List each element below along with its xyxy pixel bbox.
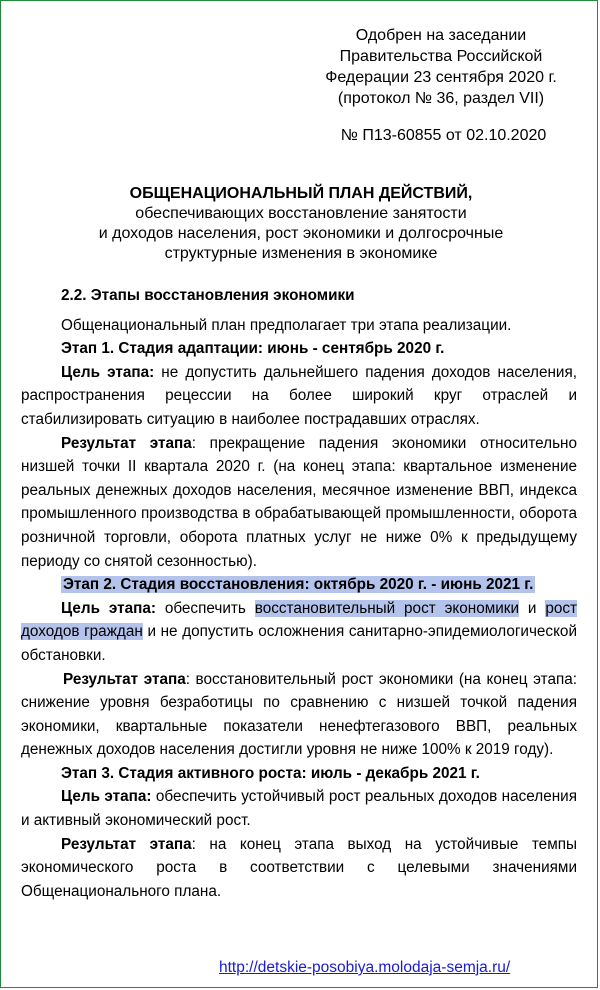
goal-text: и не допустить осложнения санитарно-эпидемиологической обстановки.: [21, 623, 577, 664]
stage-heading: [21, 762, 577, 786]
stage-goal: [21, 597, 577, 668]
result-text: : восстановительный рост экономики (на конец этапа: снижение уровня безработицы по сравнению с низшей точкой падения экономики, квартальные показатели ненефтегазового ВВП, реальных денежных доходов населения достигли уровня не ниже 100% к 2019 году).: [21, 670, 577, 759]
goal-label: Цель этапа:: [61, 788, 152, 806]
result-text: : прекращение падения экономики относительно низшей точки II квартала 2020 г. (на конец этапа: квартальное изменение реальных денежных доходов населения, месячное изменение ВВП, индекса промышленного производства в обрабатывающей промышленности, оборота розничной торговли, оборота платных услуг не ниже 0% к предыдущему периоду со снятой сезонностью).: [21, 434, 577, 570]
document-body: [21, 284, 577, 903]
goal-text: не допустить дальнейшего падения доходов населения, распространения рецессии на более широкий круг отраслей и стабилизировать ситуацию в наиболее пострадавших отраслях.: [21, 363, 578, 428]
goal-text: обеспечить: [155, 599, 255, 617]
goal-text: обеспечить устойчивый рост реальных доходов населения и активный экономический рост.: [21, 788, 577, 830]
document-number: № П13-60855 от 02.10.2020: [340, 127, 547, 144]
stage-result: [21, 668, 577, 762]
title-subline: обеспечивающих восстановление занятости: [135, 205, 467, 222]
intro-paragraph: [21, 314, 577, 338]
intro-text: Общенациональный план предполагает три этапа реализации.: [61, 316, 512, 334]
result-label: Результат этапа: [63, 670, 186, 688]
source-link[interactable]: http://detskie-posobiya.molodaja-semja.ru/: [219, 959, 511, 976]
stage-heading: [21, 337, 577, 361]
goal-label: Цель этапа:: [61, 363, 155, 381]
result-text: : на конец этапа выход на устойчивые темпы экономического роста в соответствии с целевыми значениями Общенационального плана.: [21, 835, 577, 900]
approval-note: [301, 25, 581, 109]
stage-heading: [21, 573, 577, 597]
result-label: Результат этапа: [61, 835, 192, 853]
stage-heading-text: Этап 3. Стадия активного роста: июль - декабрь 2021 г.: [61, 764, 480, 782]
goal-text: и: [519, 599, 546, 617]
title-subline: структурные изменения в экономике: [164, 245, 438, 262]
stage-result: [21, 432, 577, 574]
approval-line: Одобрен на заседании: [355, 27, 527, 44]
document-title: [21, 184, 581, 264]
approval-line: Федерации 23 сентября 2020 г.: [325, 69, 557, 86]
stage-result: [21, 833, 577, 904]
goal-highlight: восстановительный рост экономики: [254, 599, 520, 617]
stage-goal: [21, 361, 577, 432]
section-heading: 2.2. Этапы восстановления экономики: [61, 287, 355, 304]
approval-line: Правительства Российской: [339, 48, 543, 65]
stage-heading-text: Этап 1. Стадия адаптации: июнь - сентябрь 2020 г.: [61, 340, 445, 358]
approval-line: (протокол № 36, раздел VII): [337, 90, 545, 107]
result-label: Результат этапа: [61, 434, 192, 452]
stage-heading-text-highlighted: Этап 2. Стадия восстановления: октябрь 2020 г. - июнь 2021 г.: [63, 576, 534, 594]
stage-goal: [21, 785, 577, 832]
title-subline: и доходов населения, рост экономики и долгосрочные: [98, 225, 504, 242]
title-main: ОБЩЕНАЦИОНАЛЬНЫЙ ПЛАН ДЕЙСТВИЙ,: [129, 185, 473, 202]
goal-label: Цель этапа:: [61, 599, 156, 617]
goal-highlight: рост доходов граждан: [21, 599, 577, 641]
